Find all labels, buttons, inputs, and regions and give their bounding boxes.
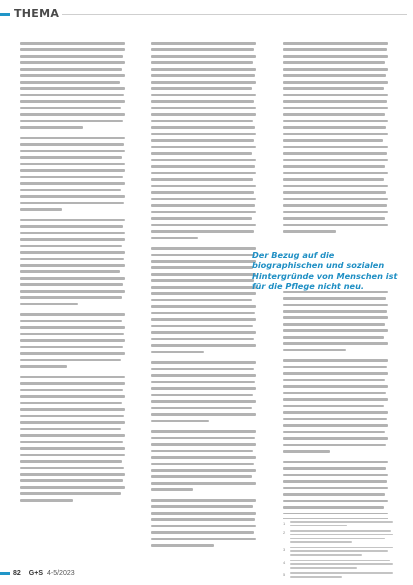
text-line [20, 48, 125, 51]
text-line [151, 407, 252, 410]
text-line [283, 385, 388, 388]
text-line [151, 279, 254, 282]
text-line [151, 482, 256, 485]
text-line [151, 113, 256, 116]
text-line [151, 437, 255, 440]
text-line [151, 81, 256, 84]
pull-quote-line: Hintergründe von Menschen ist [252, 270, 398, 281]
text-line [20, 376, 125, 379]
text-line [283, 474, 388, 477]
text-line [20, 454, 125, 457]
text-line [151, 266, 253, 269]
footnote [283, 521, 393, 529]
text-line [283, 48, 387, 51]
text-line [151, 430, 256, 433]
text-column-2 [151, 42, 256, 562]
text-line [283, 165, 385, 168]
text-line [20, 245, 122, 248]
page-footer [0, 567, 75, 579]
text-line [283, 87, 384, 90]
text-line [151, 387, 256, 390]
text-line [151, 361, 256, 364]
text-line [20, 408, 125, 411]
text-line [151, 286, 256, 289]
text-line [20, 402, 122, 405]
footnote [283, 530, 393, 545]
text-line [20, 61, 125, 64]
text-line [283, 418, 387, 421]
text-line [283, 372, 388, 375]
text-line [151, 87, 252, 90]
text-line [283, 513, 388, 514]
footnote-number: 5 [283, 572, 286, 578]
text-line [283, 139, 383, 142]
footnote-text [290, 547, 393, 558]
text-line [20, 169, 125, 172]
text-line [283, 55, 388, 58]
text-line [20, 238, 125, 241]
text-line [283, 431, 385, 434]
text-line [20, 81, 120, 84]
text-line [151, 312, 255, 315]
text-line [20, 232, 125, 235]
text-line [20, 120, 123, 123]
text-line [151, 217, 252, 220]
text-line [151, 331, 256, 334]
text-line [151, 338, 254, 341]
text-line [20, 326, 125, 329]
text-line [20, 296, 122, 299]
text-line [20, 182, 125, 185]
text-line [283, 405, 384, 408]
text-line [20, 42, 125, 45]
text-line [20, 126, 83, 129]
text-line [151, 198, 256, 201]
text-line [283, 204, 387, 207]
pull-quote-line: biographischen und sozialen [252, 260, 385, 271]
text-line [151, 152, 252, 155]
text-line [151, 68, 256, 71]
text-line [283, 152, 387, 155]
text-line [283, 133, 388, 136]
text-line [20, 447, 125, 450]
text-line [151, 305, 256, 308]
text-line [283, 323, 385, 326]
text-line [151, 146, 256, 149]
section-accent-bar [0, 13, 10, 16]
text-line [20, 195, 125, 198]
text-line [151, 273, 256, 276]
pull-quote [252, 250, 402, 292]
text-line [283, 74, 386, 77]
text-line [151, 505, 253, 508]
text-line [151, 538, 256, 541]
text-line [20, 460, 122, 463]
text-line [283, 349, 346, 352]
text-line [20, 479, 123, 482]
text-line [283, 366, 387, 369]
text-line [151, 351, 204, 354]
text-line [20, 290, 125, 293]
text-line [151, 381, 255, 384]
text-line [283, 316, 388, 319]
footnote [283, 560, 393, 571]
text-line [20, 143, 124, 146]
text-line [20, 283, 123, 286]
text-line [283, 444, 386, 447]
text-line [20, 313, 125, 316]
section-label: THEMA [14, 7, 60, 20]
text-line [20, 320, 122, 323]
text-line [283, 120, 388, 123]
text-line [151, 260, 256, 263]
text-line [283, 81, 388, 84]
footnote-text [290, 572, 393, 580]
text-line [151, 469, 256, 472]
text-line [151, 224, 256, 227]
text-line [283, 493, 385, 496]
text-line [151, 172, 256, 175]
text-line [151, 94, 256, 97]
text-line [283, 424, 388, 427]
text-line [151, 512, 256, 515]
text-line [283, 198, 388, 201]
text-line [20, 303, 78, 306]
text-line [20, 55, 123, 58]
text-line [283, 461, 388, 464]
text-line [151, 531, 254, 534]
text-line [20, 107, 121, 110]
text-line [283, 172, 388, 175]
pull-quote-line: Der Bezug auf die [252, 250, 335, 260]
text-line [151, 55, 256, 58]
text-line [283, 392, 386, 395]
text-line [20, 258, 124, 261]
magazine-name: G+S [28, 569, 43, 577]
text-line [20, 421, 125, 424]
text-line [283, 480, 387, 483]
text-line [20, 251, 125, 254]
text-line [283, 437, 388, 440]
footnote-divider [283, 518, 388, 519]
text-line [151, 325, 253, 328]
footnotes [283, 521, 393, 581]
text-line [20, 225, 123, 228]
text-line [151, 139, 254, 142]
text-line [283, 217, 385, 220]
text-line [151, 107, 256, 110]
text-line [283, 178, 384, 181]
text-line [283, 398, 388, 401]
text-line [283, 211, 388, 214]
text-line [151, 211, 256, 214]
text-line [20, 359, 121, 362]
text-line [20, 382, 125, 385]
text-line [20, 333, 124, 336]
text-line [151, 463, 254, 466]
text-line [151, 185, 256, 188]
text-line [20, 346, 123, 349]
text-line [20, 467, 124, 470]
header-divider [62, 14, 407, 15]
text-line [283, 359, 388, 362]
text-line [283, 500, 388, 503]
text-line [151, 456, 256, 459]
text-line [151, 247, 256, 250]
text-line [20, 74, 125, 77]
text-line [283, 336, 384, 339]
text-line [283, 107, 388, 110]
text-line [151, 518, 255, 521]
pull-quote-line: für die Pflege nicht neu. [252, 281, 365, 292]
text-line [20, 486, 125, 489]
footnote [283, 547, 393, 558]
text-line [20, 365, 67, 368]
text-line [283, 297, 386, 300]
text-line [151, 191, 254, 194]
text-line [283, 467, 386, 470]
text-line [151, 292, 256, 295]
text-line [283, 100, 387, 103]
text-line [20, 176, 123, 179]
text-line [151, 488, 193, 491]
text-line [151, 133, 256, 136]
footnote-number: 1 [283, 521, 286, 526]
footnote-number: 2 [283, 530, 286, 536]
text-line [151, 74, 255, 77]
text-line [151, 299, 252, 302]
text-line [283, 191, 386, 194]
text-line [283, 146, 388, 149]
text-line [20, 270, 120, 273]
text-line [151, 100, 254, 103]
text-line [151, 230, 254, 233]
text-line [151, 400, 256, 403]
text-line [20, 68, 122, 71]
text-line [20, 87, 125, 90]
text-column-1 [20, 42, 125, 562]
text-line [283, 113, 385, 116]
text-line [151, 344, 256, 347]
text-line [283, 42, 388, 45]
text-line [151, 48, 254, 51]
issue-number: 4-5/2023 [47, 569, 75, 577]
text-line [151, 394, 253, 397]
text-line [20, 202, 124, 205]
text-line [20, 352, 125, 355]
footnote-text [290, 521, 393, 529]
text-line [283, 329, 388, 332]
text-line [20, 415, 124, 418]
text-line [20, 163, 125, 166]
text-line [151, 318, 256, 321]
text-line [151, 475, 252, 478]
text-line [283, 159, 388, 162]
text-line [151, 254, 255, 257]
text-line [151, 204, 255, 207]
text-line [283, 230, 336, 233]
text-line [283, 379, 385, 382]
text-line [20, 100, 125, 103]
text-line [283, 304, 388, 307]
text-line [151, 413, 256, 416]
text-line [20, 189, 121, 192]
text-line [151, 159, 256, 162]
text-line [20, 137, 125, 140]
text-line [151, 420, 209, 423]
text-line [20, 339, 125, 342]
text-line [151, 165, 255, 168]
text-line [20, 264, 125, 267]
text-line [283, 94, 388, 97]
text-line [151, 120, 253, 123]
text-line [20, 94, 124, 97]
footnote-number: 4 [283, 559, 286, 565]
page-number: 82 [13, 569, 21, 577]
text-line [20, 150, 125, 153]
text-line [151, 374, 256, 377]
text-line [151, 126, 255, 129]
text-line [283, 450, 330, 453]
text-line [20, 113, 125, 116]
text-line [151, 178, 253, 181]
text-line [20, 492, 121, 495]
footer-accent-bar [0, 572, 10, 575]
text-line [20, 428, 121, 431]
text-line [20, 277, 125, 280]
text-line [151, 450, 253, 453]
text-line [283, 411, 388, 414]
text-line [151, 61, 253, 64]
text-line [151, 368, 254, 371]
text-line [283, 68, 388, 71]
text-line [283, 487, 388, 490]
text-line [151, 443, 256, 446]
text-line [20, 441, 123, 444]
text-line [283, 61, 385, 64]
text-line [151, 237, 198, 240]
text-line [20, 389, 123, 392]
text-line [20, 434, 125, 437]
text-line [151, 499, 256, 502]
footnote-text [290, 530, 393, 545]
text-line [283, 506, 384, 509]
text-line [20, 499, 73, 502]
text-line [283, 342, 388, 345]
footnote [283, 572, 393, 580]
footnote-number: 3 [283, 546, 286, 552]
text-line [151, 544, 214, 547]
text-line [151, 42, 256, 45]
text-line [283, 126, 386, 129]
text-line [20, 219, 125, 222]
text-line [283, 224, 388, 227]
text-line [20, 473, 125, 476]
text-line [20, 208, 62, 211]
text-line [20, 395, 125, 398]
text-line [283, 185, 388, 188]
text-line [283, 310, 387, 313]
text-line [151, 525, 256, 528]
footnote-text [290, 560, 393, 571]
text-line [20, 156, 122, 159]
